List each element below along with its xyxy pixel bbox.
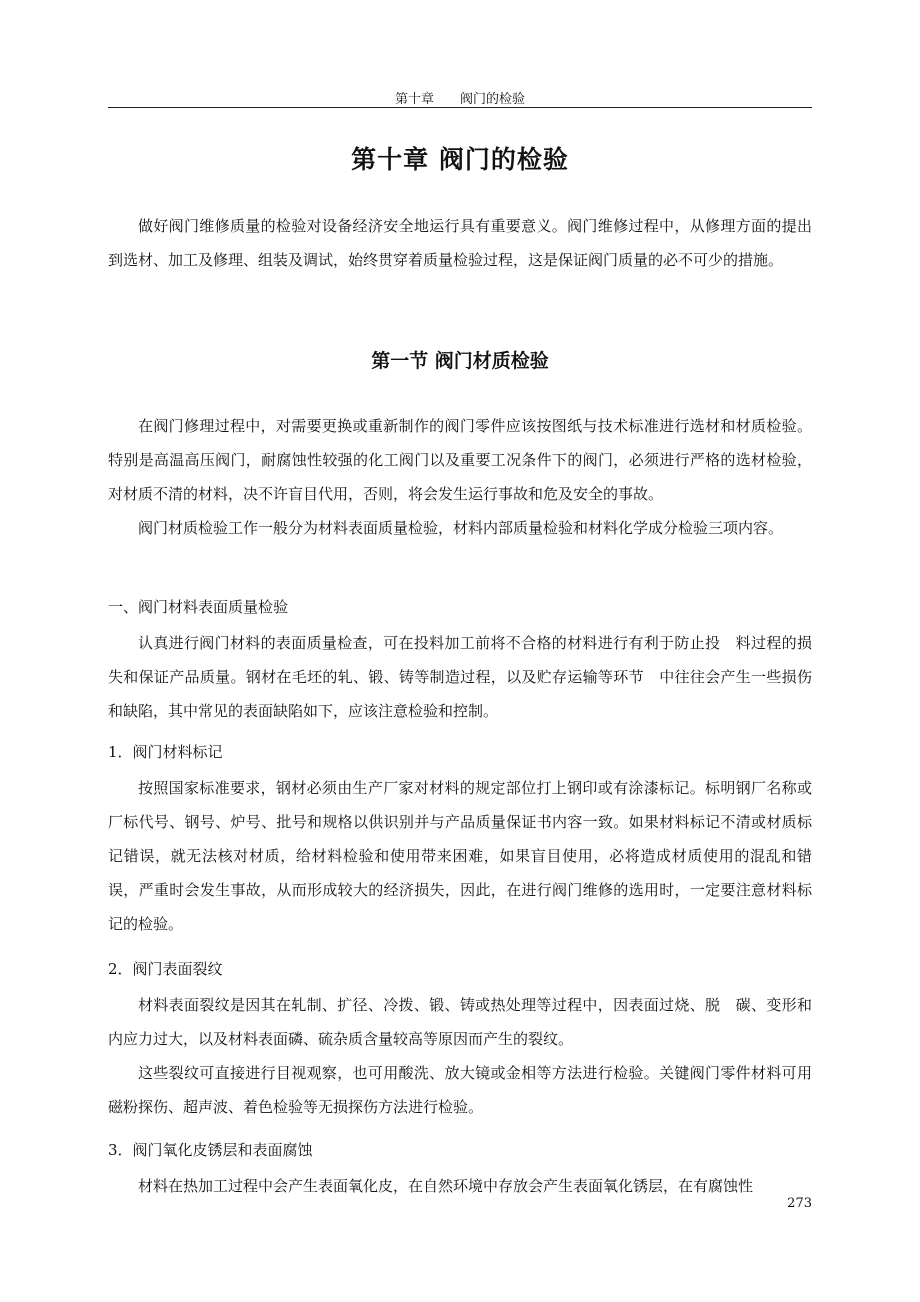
item-surface-cracks-text-1: 材料表面裂纹是因其在轧制、扩径、冷拨、锻、铸或热处理等过程中，因表面过烧、脱 碳、变形和内应力过大，以及材料表面磷、硫杂质含量较高等原因而产生的裂纹。 [108,996,812,1048]
section-paragraphs [108,409,812,545]
subheading-intro-text: 认真进行阀门材料的表面质量检查，可在投料加工前将不合格的材料进行有利于防止投 料过程的损失和保证产品质量。钢材在毛坯的轧、锻、铸等制造过程，以及贮存运输等环节 中往往会产生一些损伤和缺陷，其中常见的表面缺陷如下，应该注意检验和控制。 [108,634,812,720]
item-material-marking-text: 按照国家标准要求，钢材必须由生产厂家对材料的规定部位打上钢印或有涂漆标记。标明钢厂名称或厂标代号、钢号、炉号、批号和规格以供识别并与产品质量保证书内容一致。如果材料标记不清或材质标记错误，就无法核对材质，给材料检验和使用带来困难，如果盲目使用，必将造成材质使用的混乱和错误，严重时会发生事故，从而形成较大的经济损失，因此，在进行阀门维修的选用时，一定要注意材料标记的检验。 [108,779,812,933]
subheading-intro-paragraph [108,626,812,728]
item-surface-cracks-text-2: 这些裂纹可直接进行目视观察，也可用酸洗、放大镜或金相等方法进行检验。关键阀门零件材料可用磁粉探伤、超声波、着色检验等无损探伤方法进行检验。 [108,1064,812,1116]
section-title: 第一节 阀门材质检验 [371,350,549,372]
item-surface-cracks-paragraphs [108,988,812,1124]
section-paragraph-1: 在阀门修理过程中，对需要更换或重新制作的阀门零件应该按图纸与技术标准进行选材和材质检验。特别是高温高压阀门，耐腐蚀性较强的化工阀门以及重要工况条件下的阀门，必须进行严格的选材检验，对材质不清的材料，决不许盲目代用，否则，将会发生运行事故和危及安全的事故。 [108,417,812,503]
item-oxidation-paragraph [108,1169,812,1203]
intro-paragraph [108,209,812,277]
intro-text: 做好阀门维修质量的检验对设备经济安全地运行具有重要意义。阀门维修过程中，从修理方面的提出到选材、加工及修理、组装及调试，始终贯穿着质量检验过程，这是保证阀门质量的必不可少的措施。 [108,217,812,269]
header-rule [108,107,812,108]
chapter-title: 第十章 阀门的检验 [351,145,569,174]
item-oxidation-text: 材料在热加工过程中会产生表面氧化皮，在自然环境中存放会产生表面氧化锈层，在有腐蚀性 [138,1177,754,1195]
item-heading-oxidation-corrosion: 3．阀门氧化皮锈层和表面腐蚀 [108,1141,313,1159]
item-material-marking-paragraph [108,771,812,941]
subheading-surface-quality: 一、阀门材料表面质量检验 [108,598,289,616]
item-heading-surface-cracks: 2．阀门表面裂纹 [108,960,223,978]
item-heading-material-marking: 1．阀门材料标记 [108,743,223,761]
page-number: 273 [787,1196,812,1211]
running-header: 第十章 阀门的检验 [394,92,525,107]
section-paragraph-2: 阀门材质检验工作一般分为材料表面质量检验，材料内部质量检验和材料化学成分检验三项内容。 [138,519,784,537]
